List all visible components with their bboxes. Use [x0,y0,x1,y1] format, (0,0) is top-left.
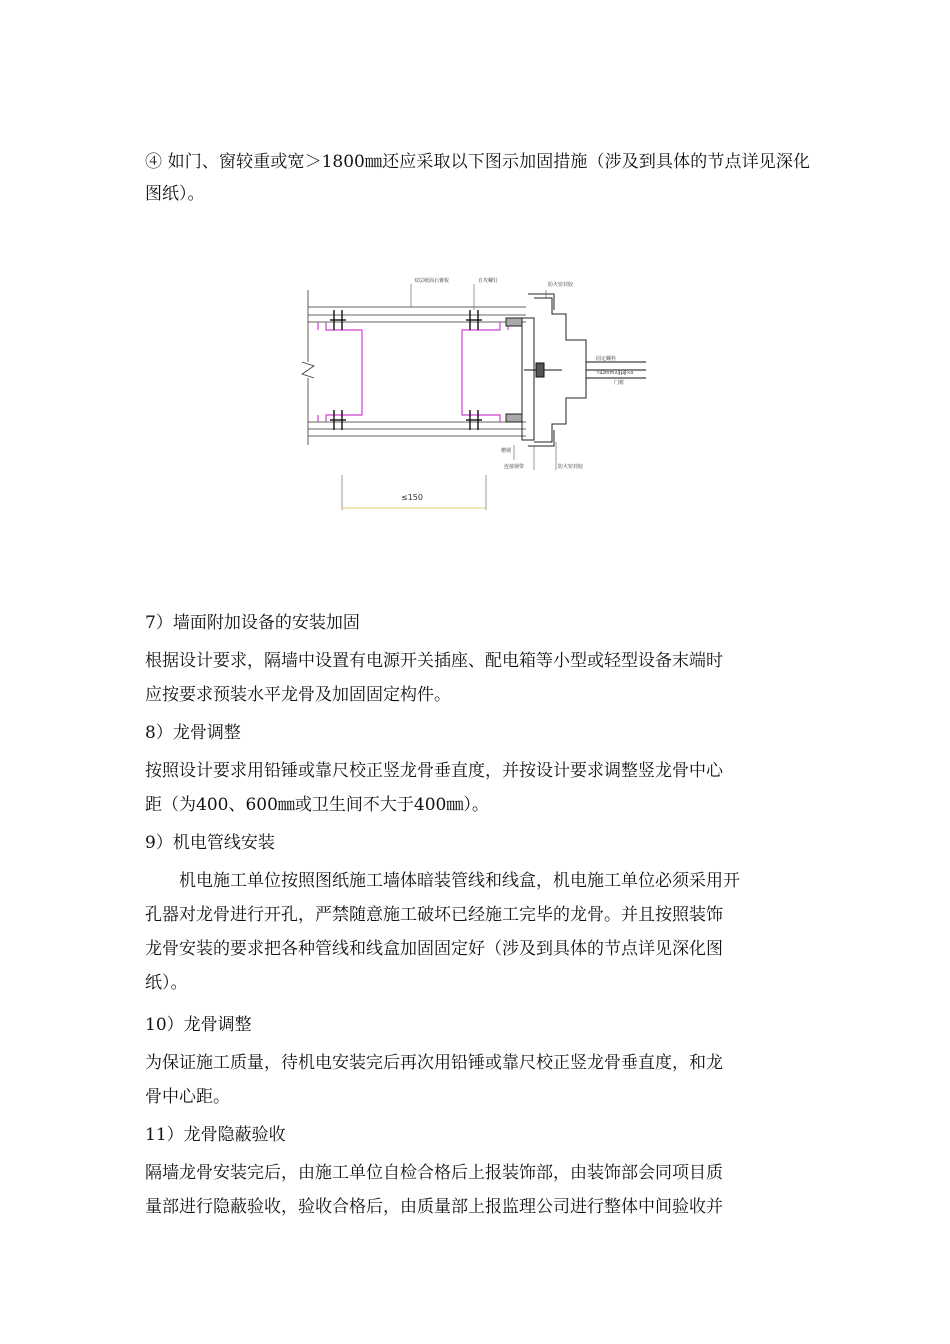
label-right2: ¼Ωmm∧∦μ∦∞ö [596,370,634,376]
label-bottom1: 槽钢 [501,448,512,454]
section-9-line: 孔器对龙骨进行开孔，严禁随意施工破坏已经施工完毕的龙骨。并且按照装饰 [145,905,723,925]
dimension-label: ≤150 [401,493,423,502]
reinforcement-detail-drawing [296,270,666,520]
label-bottom3: 防火密封胶 [558,464,584,470]
bottom-board-lines [308,422,526,436]
label-top2: 自攻螺钉 [478,278,499,284]
item-4-paragraph [145,146,810,210]
section-7-line: 应按要求预装水平龙骨及加固固定构件。 [145,685,451,705]
label-right3: 门框 [614,380,625,386]
section-10-heading [145,1008,810,1042]
section-9-line: 机电施工单位按照图纸施工墙体暗装管线和线盒，机电施工单位必须采用开 [179,871,740,891]
section-10-line: 为保证施工质量，待机电安装完后再次用铅锤或靠尺校正竖龙骨垂直度，和龙 [145,1053,723,1073]
label-top3: 防火密封胶 [548,282,574,288]
section-9-heading-text: 9）机电管线安装 [145,833,275,853]
section-9-line: 纸）。 [145,973,188,993]
label-top1: 双层纸面石膏板 [414,278,450,284]
section-8-body [145,754,810,822]
section-11-heading [145,1118,810,1152]
section-10-body [145,1046,810,1114]
section-7-body [145,644,810,712]
section-11-line: 量部进行隐蔽验收，验收合格后，由质量部上报监理公司进行整体中间验收并 [145,1197,723,1217]
label-right1: 固定螺栓 [596,356,617,362]
section-10-heading-text: 10）龙骨调整 [145,1015,252,1035]
left-stud [318,322,362,422]
section-11-body [145,1156,810,1224]
channel-steel [506,318,534,440]
section-8-line: 距（为400、600㎜或卫生间不大于400㎜）。 [145,795,489,815]
label-bottom2: 连接钢带 [504,464,525,470]
right-stud [462,322,508,422]
section-7-line: 根据设计要求，隔墙中设置有电源开关插座、配电箱等小型或轻型设备末端时 [145,651,723,671]
section-9-heading [145,826,810,860]
section-8-line: 按照设计要求用铅锤或靠尺校正竖龙骨垂直度，并按设计要求调整竖龙骨中心 [145,761,723,781]
section-11-heading-text: 11）龙骨隐蔽验收 [145,1125,286,1145]
section-10-line: 骨中心距。 [145,1087,230,1107]
section-7-heading-text: 7）墙面附加设备的安装加固 [145,613,360,633]
section-9-body [145,864,810,1000]
section-8-heading-text: 8）龙骨调整 [145,723,241,743]
section-9-line: 龙骨安装的要求把各种管线和线盒加固固定好（涉及到具体的节点详见深化图 [145,939,723,959]
item-4-text: ④ 如门、窗较重或宽＞1800㎜还应采取以下图示加固措施（涉及到具体的节点详见深化图纸）。 [145,152,810,204]
section-7-heading [145,606,810,640]
section-8-heading [145,716,810,750]
screws [330,310,482,430]
section-11-line: 隔墙龙骨安装完后，由施工单位自检合格后上报装饰部，由装饰部会同项目质 [145,1163,723,1183]
